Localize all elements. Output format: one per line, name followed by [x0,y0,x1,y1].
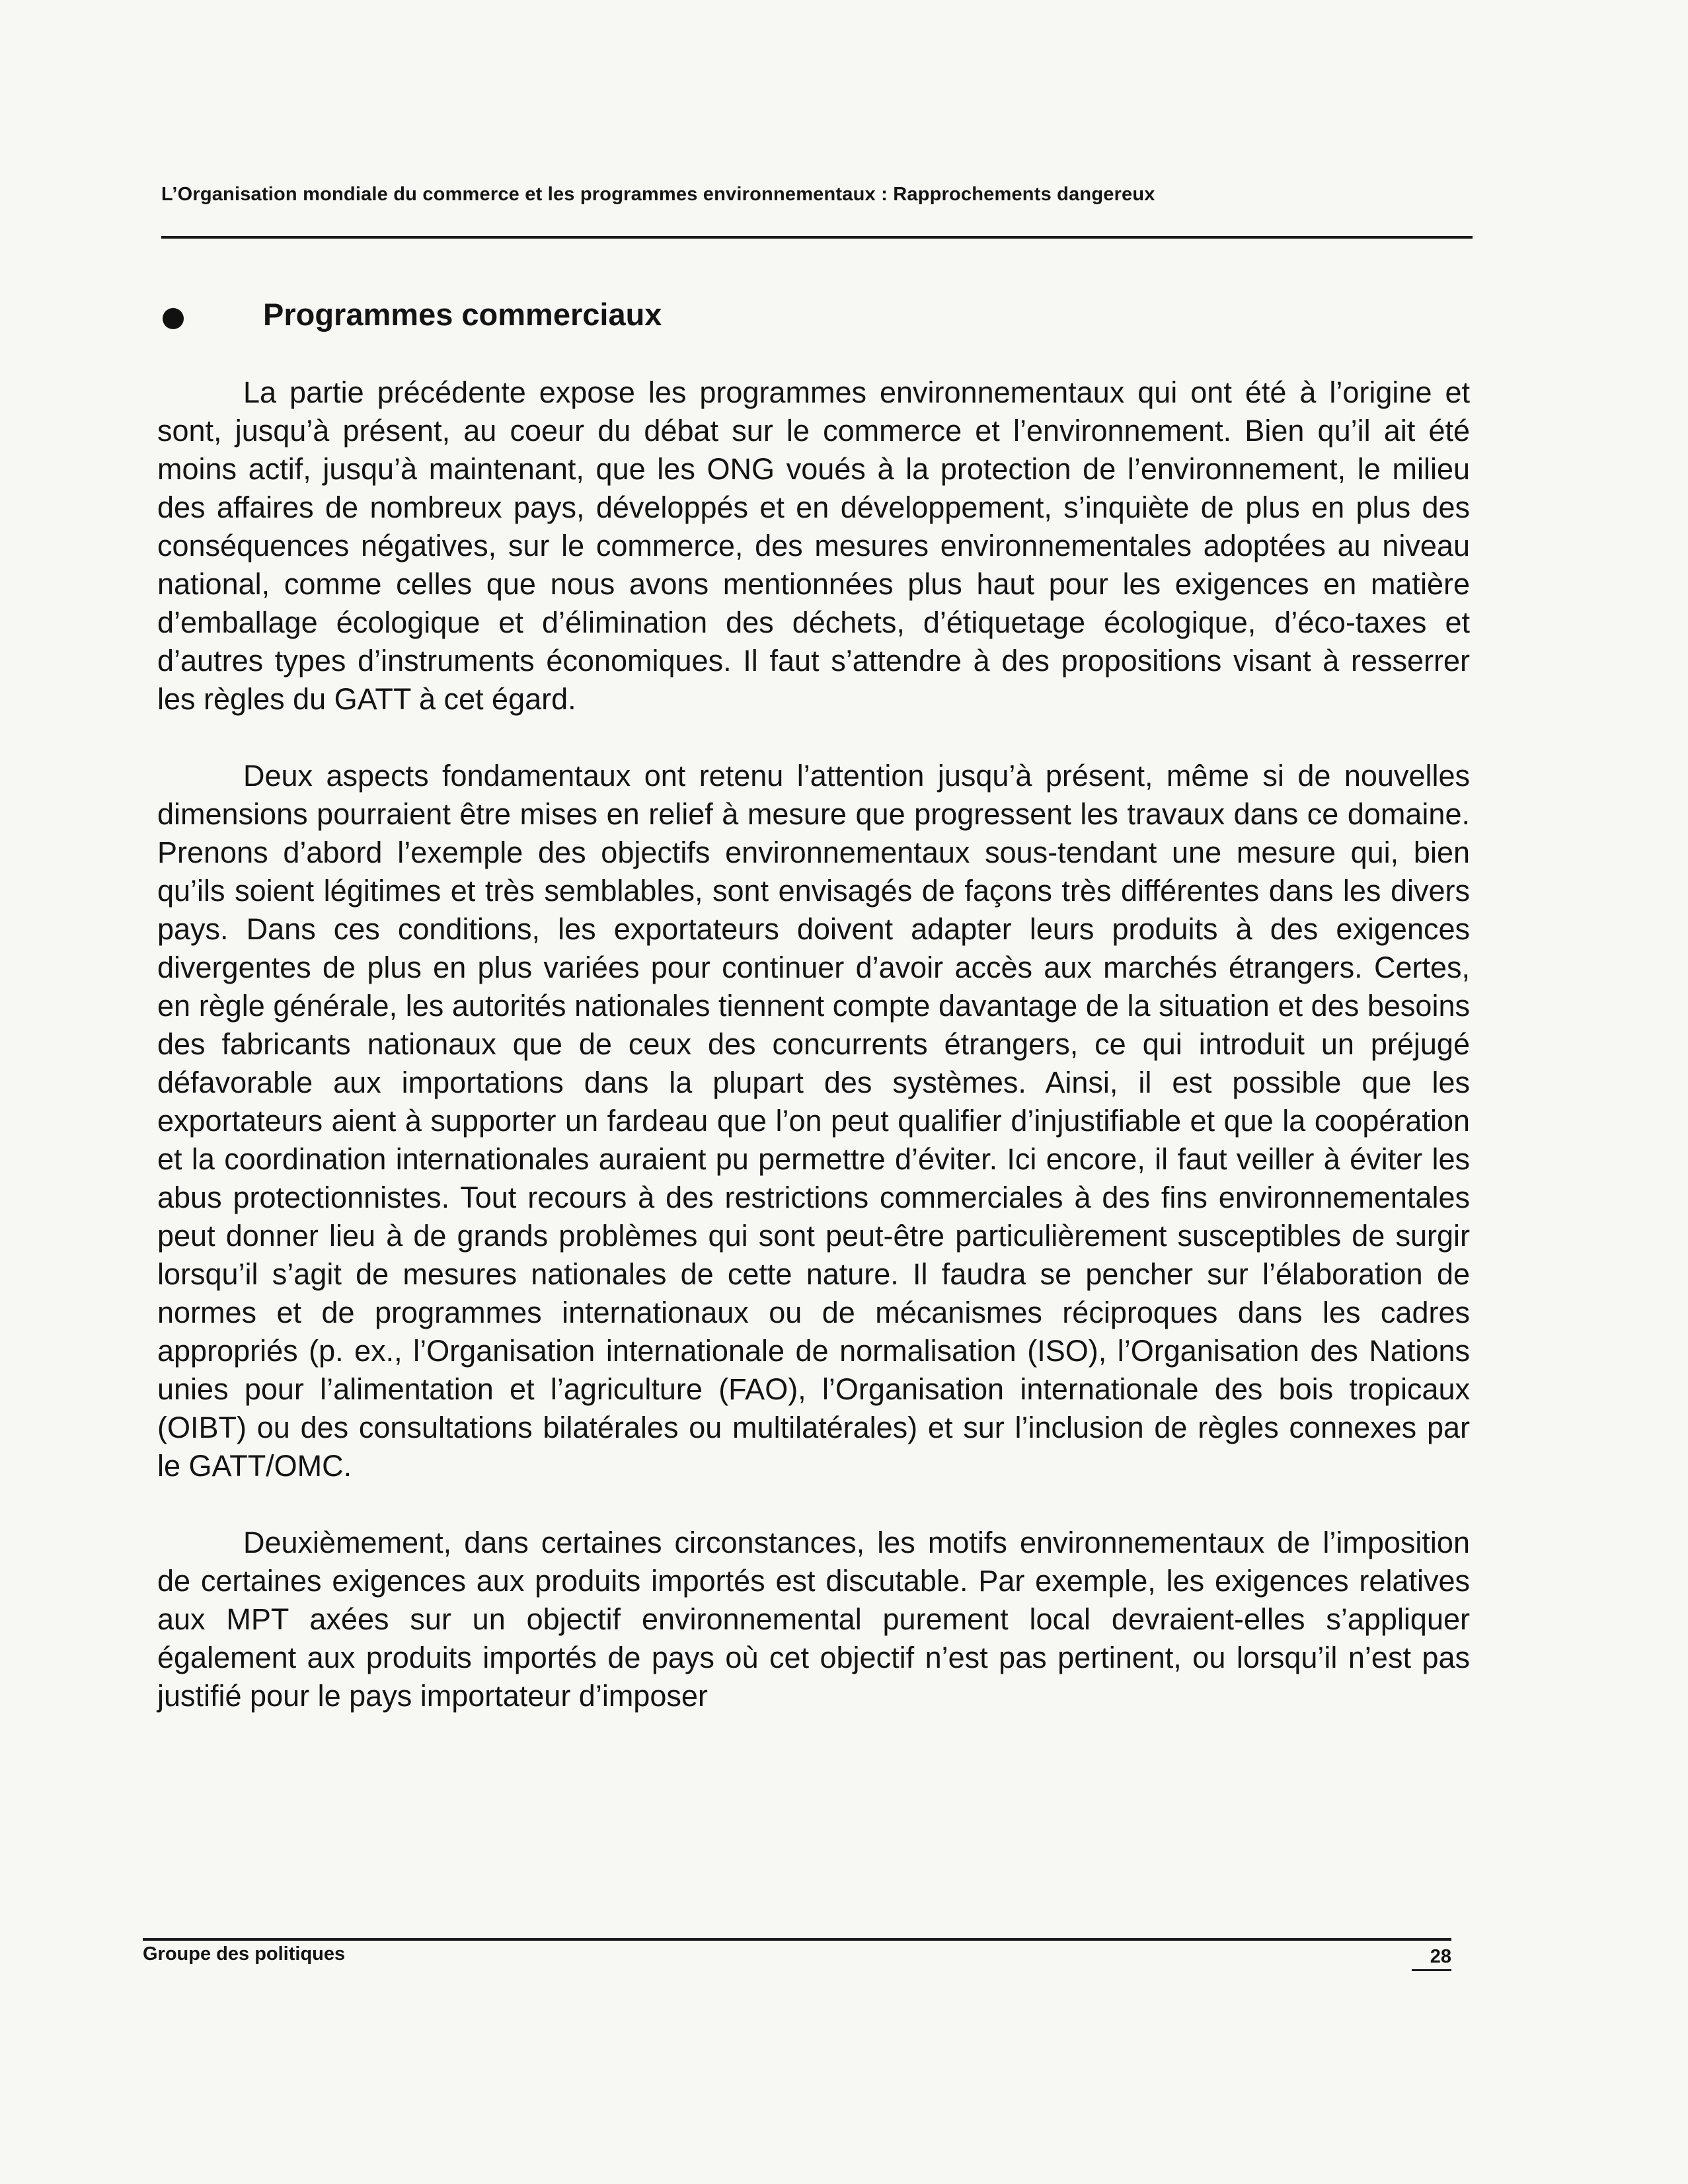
running-header: L’Organisation mondiale du commerce et les programmes environnementaux : Rapprochements dangereux [161,184,1155,205]
paragraph-1: La partie précédente expose les programmes environnementaux qui ont été à l’origine et sont, jusqu’à présent, au coeur du débat sur le commerce et l’environnement. Bien qu’il ait été moins actif, jusqu’à maintenant, que les ONG voués à la protection de l’environnement, le milieu des affaires de nombreux pays, développés et en développement, s’inquiète de plus en plus des conséquences négatives, sur le commerce, des mesures environnementales adoptées au niveau national, comme celles que nous avons mentionnées plus haut pour les exigences en matière d’emballage écologique et d’élimination des déchets, d’étiquetage écologique, d’éco-taxes et d’autres types d’instruments économiques. Il faut s’attendre à des propositions visant à resserrer les règles du GATT à cet égard. [157,375,1470,716]
section-heading: Programmes commerciaux [263,297,662,332]
header-rule [161,236,1473,239]
bullet-icon [163,308,184,329]
paragraph-2: Deux aspects fondamentaux ont retenu l’attention jusqu’à présent, même si de nouvelles dimensions pourraient être mises en relief à mesure que progressent les travaux dans ce domaine. Prenons d’abord l’exemple des objectifs environnementaux sous-tendant une mesure qui, bien qu’ils soient légitimes et très semblables, sont envisagés de façons très différentes dans les divers pays. Dans ces conditions, les exportateurs doivent adapter leurs produits à des exigences divergentes de plus en plus variées pour continuer d’avoir accès aux marchés étrangers. Certes, en règle générale, les autorités nationales tiennent compte davantage de la situation et des besoins des fabricants nationaux que de ceux des concurrents étrangers, ce qui introduit un préjugé défavorable aux importations dans la plupart des systèmes. Ainsi, il est possible que les exportateurs aient à supporter un fardeau que l’on peut qualifier d’injustifiable et que la coopération et la coordination internationales auraient pu permettre d’éviter. Ici encore, il faut veiller à éviter les abus protectionnistes. Tout recours à des restrictions commerciales à des fins environnementales peut donner lieu à de grands problèmes qui sont peut-être particulièrement susceptibles de surgir lorsqu’il s’agit de mesures nationales de cette nature. Il faudra se pencher sur l’élaboration de normes et de programmes internationaux ou de mécanismes réciproques dans les cadres appropriés (p. ex., l’Organisation internationale de normalisation (ISO), l’Organisation des Nations unies pour l’alimentation et l’agriculture (FAO), l’Organisation internationale des bois tropicaux (OIBT) ou des consultations bilatérales ou multilatérales) et sur l’inclusion de règles connexes par le GATT/OMC. [157,759,1470,1483]
footer-rule [143,1938,1451,1941]
footer-group-name: Groupe des politiques [143,1943,346,1965]
body-text [157,373,1470,1754]
paragraph-3: Deuxièmement, dans certaines circonstances, les motifs environnementaux de l’imposition de certaines exigences aux produits importés est discutable. Par exemple, les exigences relatives aux MPT axées sur un objectif environnemental purement local devraient-elles s’appliquer également aux produits importés de pays où cet objectif n’est pas pertinent, ou lorsqu’il n’est pas justifié pour le pays importateur d’imposer [157,1526,1470,1713]
page-number: 28 [1412,1946,1451,1971]
